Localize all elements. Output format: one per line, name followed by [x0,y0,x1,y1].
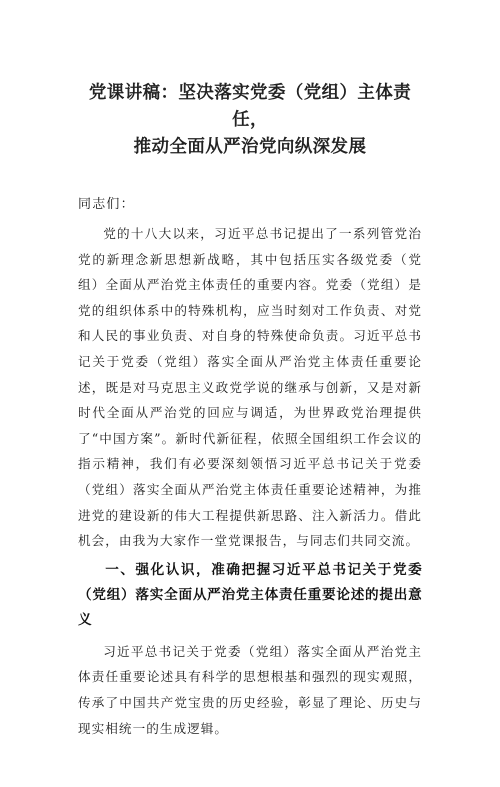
title-line-2: 推动全面从严治党向纵深发展 [133,137,367,157]
section-heading-1: 一、强化认识，准确把握习近平总书记关于党委（党组）落实全面从严治党主体责任重要论述的提出意义 [78,561,422,628]
paragraph-section-1: 习近平总书记关于党委（党组）落实全面从严治党主体责任重要论述具有科学的思想根基和强烈的现实观照，传承了中国共产党宝贵的历史经验，彰显了理论、历史与现实相统一的生成逻辑。 [78,643,422,736]
document-page [0,80,500,787]
paragraph-intro: 党的十八大以来，习近平总书记提出了一系列管党治党的新理念新思想新战略，其中包括压实各级党委（党组）全面从严治党主体责任的重要内容。党委（党组）是党的组织体系中的特殊机构，应当时刻对工作负责、对党和人民的事业负责、对自身的特殊使命负责。习近平总书记关于党委（党组）落实全面从严治党主体责任重要论述，既是对马克思主义政党学说的继承与创新，又是对新时代全面从严治党的回应与调适，为世界政党治理提供了“中国方案”。新时代新征程，依照全国组织工作会议的指示精神，我们有必要深刻领悟习近平总书记关于党委（党组）落实全面从严治党主体责任重要论述精神，为推进党的建设新的伟大工程提供新思路、注入新活力。借此机会，由我为大家作一堂党课报告，与同志们共同交流。 [78,226,422,549]
title-line-1: 党课讲稿：坚决落实党委（党组）主体责任， [88,83,412,130]
salutation: 同志们： [78,197,135,212]
document-title [78,80,422,161]
